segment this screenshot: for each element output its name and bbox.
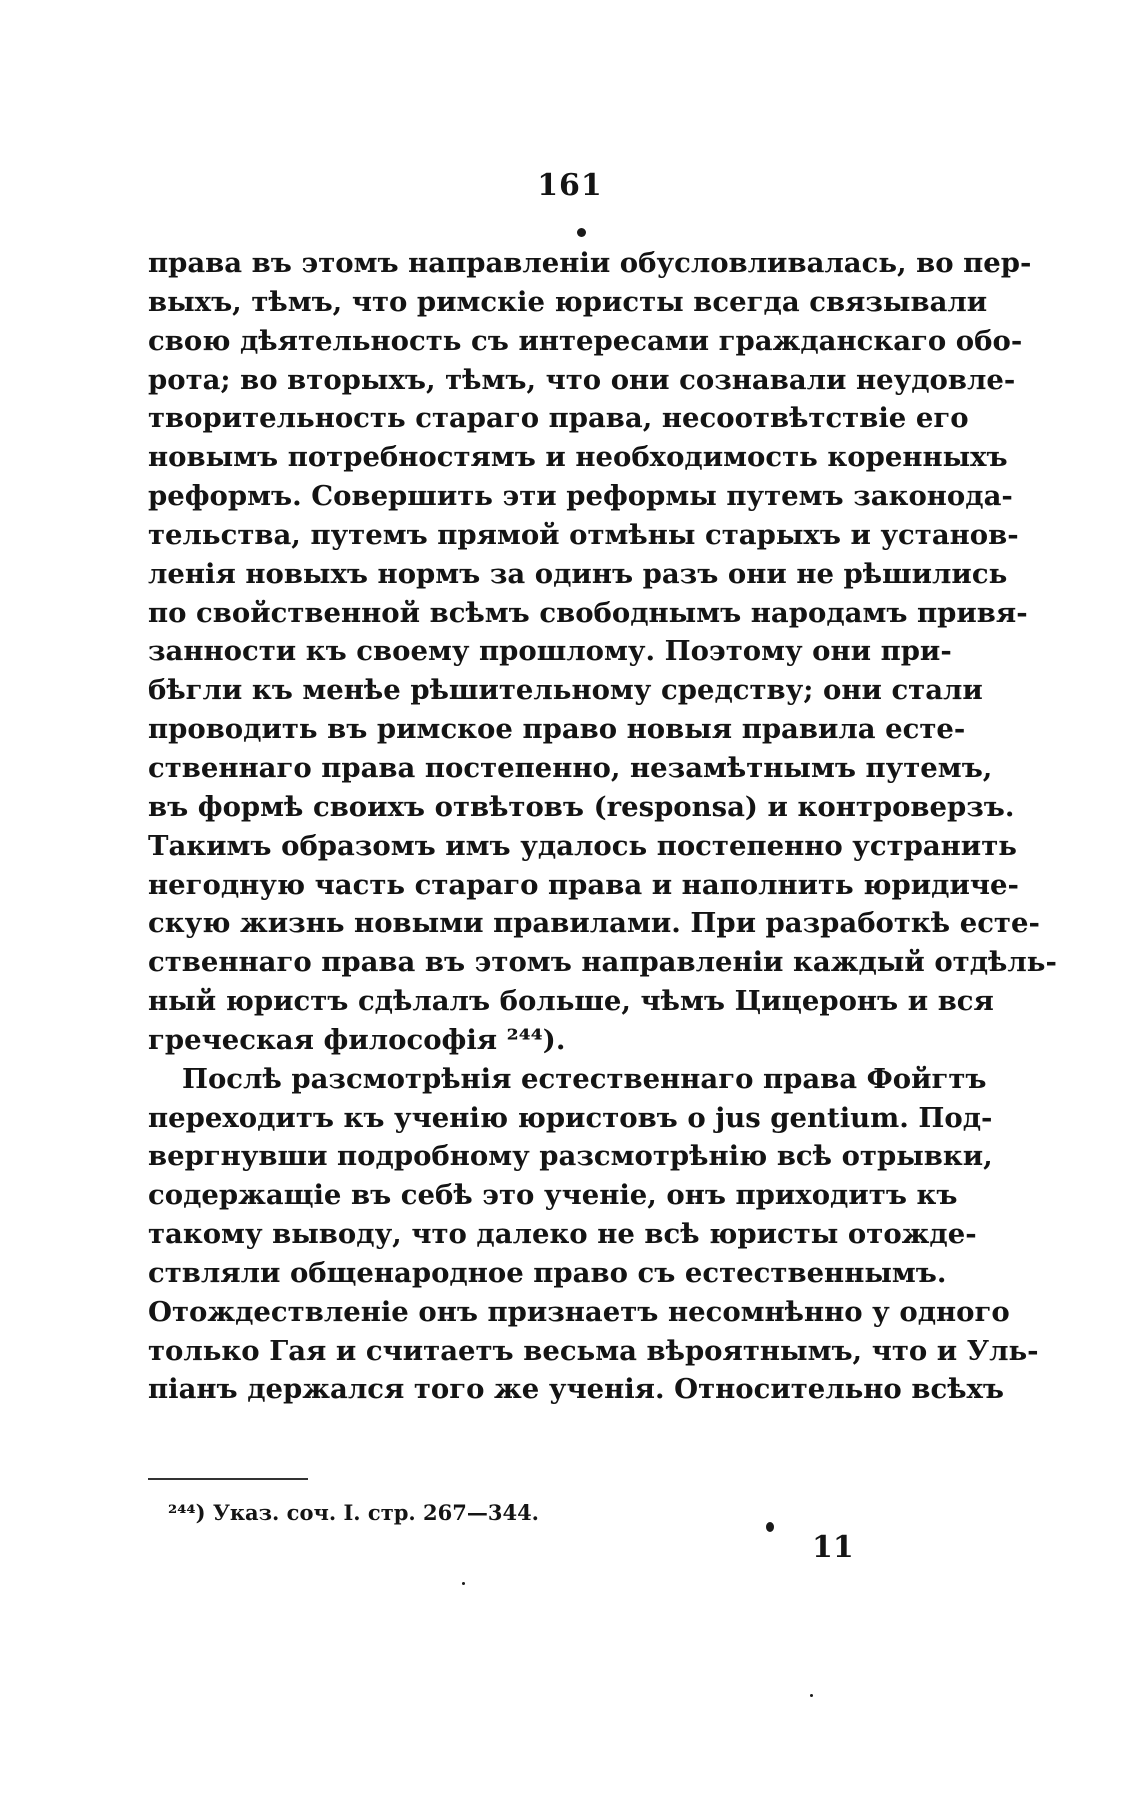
text-line: ленія новыхъ нормъ за одинъ разъ они не рѣшились bbox=[148, 557, 1008, 590]
text-line: Отождествленіе онъ признаетъ несомнѣнно у одного bbox=[148, 1295, 1010, 1328]
text-line: ственнаго права постепенно, незамѣтнымъ путемъ, bbox=[148, 751, 993, 784]
text-line: права въ этомъ направленіи обусловливалась, во пер- bbox=[148, 247, 1032, 279]
footnote-divider bbox=[148, 1478, 308, 1480]
text-line: по свойственной всѣмъ свободнымъ народамъ привя- bbox=[148, 596, 1028, 629]
text-line: негодную часть стараго права и наполнить юридиче- bbox=[148, 868, 1019, 901]
body-text bbox=[148, 244, 1057, 1409]
signature-mark: 11 bbox=[812, 1530, 854, 1565]
paragraph-1 bbox=[148, 244, 1057, 1060]
text-line: Такимъ образомъ имъ удалось постепенно устранить bbox=[148, 829, 1017, 862]
text-line: новымъ потребностямъ и необходимость коренныхъ bbox=[148, 441, 1008, 474]
text-line: занности къ своему прошлому. Поэтому они при- bbox=[148, 635, 952, 668]
ink-speck bbox=[810, 1694, 813, 1697]
page-number: 161 bbox=[537, 168, 603, 203]
ink-speck bbox=[766, 1522, 774, 1532]
text-line: бѣгли къ менѣе рѣшительному средству; они стали bbox=[148, 674, 983, 707]
text-line: ствляли общенародное право съ естественнымъ. bbox=[148, 1256, 947, 1289]
text-line: свою дѣятельность съ интересами гражданскаго обо- bbox=[148, 324, 1023, 357]
text-line: реформъ. Совершить эти реформы путемъ законода- bbox=[148, 480, 1013, 513]
text-line: скую жизнь новыми правилами. При разработкѣ есте- bbox=[148, 907, 1040, 940]
text-line: рота; во вторыхъ, тѣмъ, что они сознавали неудовле- bbox=[148, 363, 1016, 396]
text-line: ный юристъ сдѣлалъ больше, чѣмъ Цицеронъ и вся bbox=[148, 985, 994, 1018]
text-line: греческая философія ²⁴⁴). bbox=[148, 1023, 566, 1056]
text-line: ственнаго права въ этомъ направленіи каждый отдѣль- bbox=[148, 946, 1057, 979]
text-line: въ формѣ своихъ отвѣтовъ (responsa) и контроверзъ. bbox=[148, 790, 1015, 823]
text-line: творительность стараго права, несоотвѣтствіе его bbox=[148, 402, 969, 435]
ink-speck bbox=[462, 1582, 465, 1585]
footnote: ²⁴⁴) Указ. соч. I. стр. 267—344. bbox=[168, 1500, 539, 1525]
text-line: выхъ, тѣмъ, что римскіе юристы всегда связывали bbox=[148, 285, 988, 318]
text-line: Послѣ разсмотрѣнія естественнаго права Фойгтъ bbox=[182, 1062, 987, 1095]
text-line: содержащіе въ себѣ это ученіе, онъ приходитъ къ bbox=[148, 1179, 958, 1212]
text-line: тельства, путемъ прямой отмѣны старыхъ и установ- bbox=[148, 518, 1019, 551]
text-line: піанъ держался того же ученія. Относительно всѣхъ bbox=[148, 1373, 1005, 1406]
ink-speck bbox=[577, 228, 586, 237]
text-line: вергнувши подробному разсмотрѣнію всѣ отрывки, bbox=[148, 1140, 993, 1173]
text-line: проводить въ римское право новыя правила есте- bbox=[148, 713, 966, 746]
text-line: такому выводу, что далеко не всѣ юристы отожде- bbox=[148, 1218, 977, 1251]
text-line: переходитъ къ ученію юристовъ о jus gentium. Под- bbox=[148, 1101, 993, 1134]
text-line: только Гая и считаетъ весьма вѣроятнымъ, что и Уль- bbox=[148, 1334, 1039, 1367]
paragraph-2 bbox=[148, 1060, 1039, 1410]
